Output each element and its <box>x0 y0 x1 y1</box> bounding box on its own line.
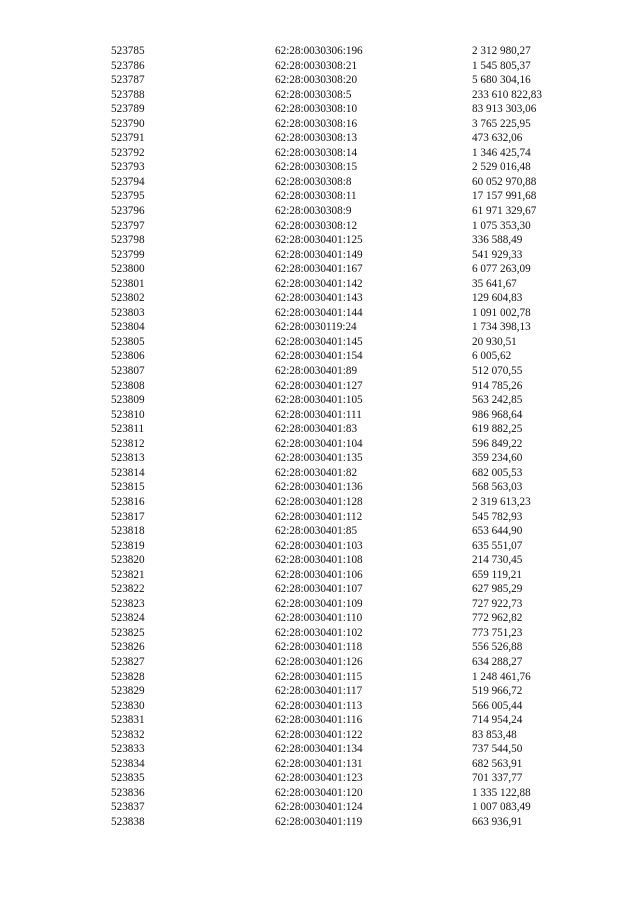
cadastral-value: 653 644,90 <box>472 525 523 538</box>
table-row <box>0 131 640 146</box>
cadastral-value: 5 680 304,16 <box>472 74 531 87</box>
row-number: 523799 <box>111 248 145 261</box>
cadastral-value: 727 922,73 <box>472 597 523 610</box>
cadastral-number: 62:28:0030401:118 <box>275 641 363 654</box>
cadastral-number: 62:28:0030308:11 <box>275 190 357 203</box>
cadastral-number: 62:28:0030401:111 <box>275 408 362 421</box>
table-row <box>0 189 640 204</box>
cadastral-number: 62:28:0030308:14 <box>275 146 358 159</box>
cadastral-value: 6 077 263,09 <box>472 263 531 276</box>
table-row <box>0 102 640 117</box>
table-row <box>0 291 640 306</box>
row-number: 523817 <box>111 510 145 523</box>
table-row <box>0 204 640 219</box>
table-row <box>0 146 640 161</box>
row-number: 523838 <box>111 815 145 828</box>
cadastral-value: 914 785,26 <box>472 379 523 392</box>
table-row <box>0 815 640 830</box>
table-row <box>0 262 640 277</box>
row-number: 523832 <box>111 728 145 741</box>
cadastral-number: 62:28:0030401:123 <box>275 772 363 785</box>
table-row <box>0 568 640 583</box>
cadastral-value: 566 005,44 <box>472 699 523 712</box>
row-number: 523826 <box>111 641 145 654</box>
row-number: 523792 <box>111 146 145 159</box>
row-number: 523807 <box>111 365 145 378</box>
cadastral-number: 62:28:0030401:145 <box>275 335 363 348</box>
row-number: 523800 <box>111 263 145 276</box>
table-row <box>0 335 640 350</box>
cadastral-number: 62:28:0030401:135 <box>275 452 363 465</box>
table-row <box>0 73 640 88</box>
row-number: 523812 <box>111 437 145 450</box>
row-number: 523791 <box>111 132 145 145</box>
cadastral-number: 62:28:0030401:167 <box>275 263 363 276</box>
cadastral-value: 214 730,45 <box>472 554 523 567</box>
table-row <box>0 524 640 539</box>
cadastral-value: 701 337,77 <box>472 772 523 785</box>
cadastral-value: 1 734 398,13 <box>472 321 531 334</box>
cadastral-value: 61 971 329,67 <box>472 205 537 218</box>
row-number: 523808 <box>111 379 145 392</box>
cadastral-number: 62:28:0030401:126 <box>275 655 363 668</box>
cadastral-value: 627 985,29 <box>472 583 523 596</box>
cadastral-value: 83 853,48 <box>472 728 517 741</box>
table-row <box>0 728 640 743</box>
table-row <box>0 757 640 772</box>
cadastral-value: 2 529 016,48 <box>472 161 531 174</box>
cadastral-value: 233 610 822,83 <box>472 88 542 101</box>
row-number: 523813 <box>111 452 145 465</box>
row-number: 523818 <box>111 525 145 538</box>
cadastral-value: 2 319 613,23 <box>472 495 531 508</box>
cadastral-value: 986 968,64 <box>472 408 523 421</box>
cadastral-number: 62:28:0030401:142 <box>275 277 363 290</box>
cadastral-number: 62:28:0030401:110 <box>275 612 363 625</box>
table-row <box>0 582 640 597</box>
row-number: 523795 <box>111 190 145 203</box>
cadastral-number: 62:28:0030401:113 <box>275 699 363 712</box>
table-row <box>0 408 640 423</box>
table-row <box>0 233 640 248</box>
cadastral-number: 62:28:0030401:106 <box>275 568 363 581</box>
cadastral-value: 359 234,60 <box>472 452 523 465</box>
cadastral-value: 568 563,03 <box>472 481 523 494</box>
row-number: 523816 <box>111 495 145 508</box>
cadastral-value: 473 632,06 <box>472 132 523 145</box>
cadastral-number: 62:28:0030401:105 <box>275 394 363 407</box>
cadastral-number: 62:28:0030401:115 <box>275 670 363 683</box>
cadastral-number: 62:28:0030401:109 <box>275 597 363 610</box>
row-number: 523810 <box>111 408 145 421</box>
cadastral-number: 62:28:0030401:125 <box>275 234 363 247</box>
cadastral-number: 62:28:0030401:89 <box>275 365 358 378</box>
row-number: 523827 <box>111 655 145 668</box>
row-number: 523837 <box>111 801 145 814</box>
row-number: 523788 <box>111 88 145 101</box>
row-number: 523822 <box>111 583 145 596</box>
cadastral-value: 6 005,62 <box>472 350 512 363</box>
table-row <box>0 510 640 525</box>
table-row <box>0 364 640 379</box>
cadastral-value: 83 913 303,06 <box>472 103 537 116</box>
cadastral-number: 62:28:0030401:154 <box>275 350 363 363</box>
cadastral-number: 62:28:0030401:117 <box>275 685 363 698</box>
row-number: 523819 <box>111 539 145 552</box>
cadastral-value: 563 242,85 <box>472 394 523 407</box>
cadastral-value: 20 930,51 <box>472 335 517 348</box>
table-row <box>0 786 640 801</box>
cadastral-value: 1 248 461,76 <box>472 670 531 683</box>
table-row <box>0 771 640 786</box>
cadastral-number: 62:28:0030401:82 <box>275 466 358 479</box>
cadastral-number: 62:28:0030401:144 <box>275 306 363 319</box>
table-row <box>0 277 640 292</box>
row-number: 523836 <box>111 786 145 799</box>
cadastral-number: 62:28:0030401:107 <box>275 583 363 596</box>
cadastral-number: 62:28:0030401:112 <box>275 510 363 523</box>
row-number: 523828 <box>111 670 145 683</box>
cadastral-value: 663 936,91 <box>472 815 523 828</box>
table-row <box>0 44 640 59</box>
cadastral-value: 35 641,67 <box>472 277 517 290</box>
table-row <box>0 349 640 364</box>
cadastral-number: 62:28:0030308:15 <box>275 161 358 174</box>
table-row <box>0 670 640 685</box>
cadastral-value: 1 545 805,37 <box>472 59 531 72</box>
row-number: 523804 <box>111 321 145 334</box>
cadastral-number: 62:28:0030308:10 <box>275 103 358 116</box>
table-row <box>0 466 640 481</box>
table-row <box>0 320 640 335</box>
table-row <box>0 626 640 641</box>
cadastral-number: 62:28:0030308:12 <box>275 219 358 232</box>
table-row <box>0 306 640 321</box>
cadastral-number: 62:28:0030401:136 <box>275 481 363 494</box>
row-number: 523787 <box>111 74 145 87</box>
table-row <box>0 713 640 728</box>
cadastral-number: 62:28:0030308:9 <box>275 205 352 218</box>
cadastral-value: 129 604,83 <box>472 292 523 305</box>
cadastral-number: 62:28:0030401:127 <box>275 379 363 392</box>
row-number: 523820 <box>111 554 145 567</box>
row-number: 523789 <box>111 103 145 116</box>
cadastral-number: 62:28:0030401:143 <box>275 292 363 305</box>
row-number: 523809 <box>111 394 145 407</box>
cadastral-value: 737 544,50 <box>472 743 523 756</box>
row-number: 523811 <box>111 423 145 436</box>
cadastral-number: 62:28:0030401:131 <box>275 757 363 770</box>
cadastral-number: 62:28:0030306:196 <box>275 45 363 57</box>
row-number: 523796 <box>111 205 145 218</box>
table-row <box>0 88 640 103</box>
cadastral-value: 556 526,88 <box>472 641 523 654</box>
cadastral-number: 62:28:0030401:124 <box>275 801 363 814</box>
table-row <box>0 699 640 714</box>
cadastral-number: 62:28:0030401:119 <box>275 815 363 828</box>
cadastral-number: 62:28:0030401:128 <box>275 495 363 508</box>
row-number: 523790 <box>111 117 145 130</box>
table-row <box>0 117 640 132</box>
row-number: 523793 <box>111 161 145 174</box>
row-number: 523835 <box>111 772 145 785</box>
cadastral-number: 62:28:0030308:8 <box>275 175 352 188</box>
cadastral-number: 62:28:0030401:108 <box>275 554 363 567</box>
table-row <box>0 422 640 437</box>
row-number: 523821 <box>111 568 145 581</box>
row-number: 523803 <box>111 306 145 319</box>
cadastral-number: 62:28:0030119:24 <box>275 321 357 334</box>
row-number: 523785 <box>111 45 145 57</box>
row-number: 523814 <box>111 466 145 479</box>
cadastral-value: 545 782,93 <box>472 510 523 523</box>
cadastral-value: 714 954,24 <box>472 714 523 727</box>
row-number: 523830 <box>111 699 145 712</box>
cadastral-value: 541 929,33 <box>472 248 523 261</box>
cadastral-number: 62:28:0030401:122 <box>275 728 363 741</box>
table-row <box>0 219 640 234</box>
table-row <box>0 248 640 263</box>
cadastral-value: 1 091 002,78 <box>472 306 531 319</box>
table-row <box>0 553 640 568</box>
table-row <box>0 495 640 510</box>
cadastral-value: 773 751,23 <box>472 626 523 639</box>
row-number: 523824 <box>111 612 145 625</box>
cadastral-value: 772 962,82 <box>472 612 523 625</box>
row-number: 523802 <box>111 292 145 305</box>
cadastral-number: 62:28:0030401:134 <box>275 743 363 756</box>
row-number: 523833 <box>111 743 145 756</box>
table-row <box>0 437 640 452</box>
row-number: 523797 <box>111 219 145 232</box>
table-row <box>0 393 640 408</box>
cadastral-number: 62:28:0030401:102 <box>275 626 363 639</box>
cadastral-number: 62:28:0030308:13 <box>275 132 358 145</box>
cadastral-value: 682 005,53 <box>472 466 523 479</box>
table-row <box>0 640 640 655</box>
cadastral-value: 3 765 225,95 <box>472 117 531 130</box>
cadastral-value: 619 882,25 <box>472 423 523 436</box>
table-row <box>0 597 640 612</box>
row-number: 523815 <box>111 481 145 494</box>
cadastral-number: 62:28:0030308:20 <box>275 74 358 87</box>
row-number: 523801 <box>111 277 145 290</box>
row-number: 523823 <box>111 597 145 610</box>
row-number: 523805 <box>111 335 145 348</box>
table-row <box>0 742 640 757</box>
table-row <box>0 611 640 626</box>
cadastral-value: 1 007 083,49 <box>472 801 531 814</box>
cadastral-number: 62:28:0030401:116 <box>275 714 363 727</box>
cadastral-value: 60 052 970,88 <box>472 175 537 188</box>
row-number: 523829 <box>111 685 145 698</box>
row-number: 523806 <box>111 350 145 363</box>
cadastral-value: 519 966,72 <box>472 685 523 698</box>
table-row <box>0 684 640 699</box>
row-number: 523798 <box>111 234 145 247</box>
table-row <box>0 160 640 175</box>
cadastral-number: 62:28:0030401:103 <box>275 539 363 552</box>
cadastral-value: 596 849,22 <box>472 437 523 450</box>
cadastral-value: 682 563,91 <box>472 757 523 770</box>
cadastral-number: 62:28:0030308:16 <box>275 117 358 130</box>
table-row <box>0 655 640 670</box>
cadastral-value: 635 551,07 <box>472 539 523 552</box>
cadastral-value: 17 157 991,68 <box>472 190 537 203</box>
table-row <box>0 175 640 190</box>
cadastral-value: 659 119,21 <box>472 568 522 581</box>
table-row <box>0 480 640 495</box>
row-number: 523831 <box>111 714 145 727</box>
cadastral-value: 2 312 980,27 <box>472 45 531 57</box>
cadastral-number: 62:28:0030401:85 <box>275 525 358 538</box>
cadastral-value: 634 288,27 <box>472 655 523 668</box>
cadastral-number: 62:28:0030308:21 <box>275 59 358 72</box>
table-row <box>0 59 640 74</box>
cadastral-number: 62:28:0030308:5 <box>275 88 352 101</box>
cadastral-number: 62:28:0030401:104 <box>275 437 363 450</box>
cadastral-value: 336 588,49 <box>472 234 523 247</box>
table-row <box>0 451 640 466</box>
cadastral-number: 62:28:0030401:149 <box>275 248 363 261</box>
row-number: 523786 <box>111 59 145 72</box>
table-row <box>0 379 640 394</box>
row-number: 523834 <box>111 757 145 770</box>
cadastral-value: 512 070,55 <box>472 365 523 378</box>
table-row <box>0 539 640 554</box>
row-number: 523825 <box>111 626 145 639</box>
row-number: 523794 <box>111 175 145 188</box>
cadastral-value: 1 335 122,88 <box>472 786 531 799</box>
data-table <box>0 44 640 830</box>
cadastral-value: 1 346 425,74 <box>472 146 531 159</box>
cadastral-value: 1 075 353,30 <box>472 219 531 232</box>
table-row <box>0 800 640 815</box>
cadastral-number: 62:28:0030401:120 <box>275 786 363 799</box>
cadastral-number: 62:28:0030401:83 <box>275 423 358 436</box>
